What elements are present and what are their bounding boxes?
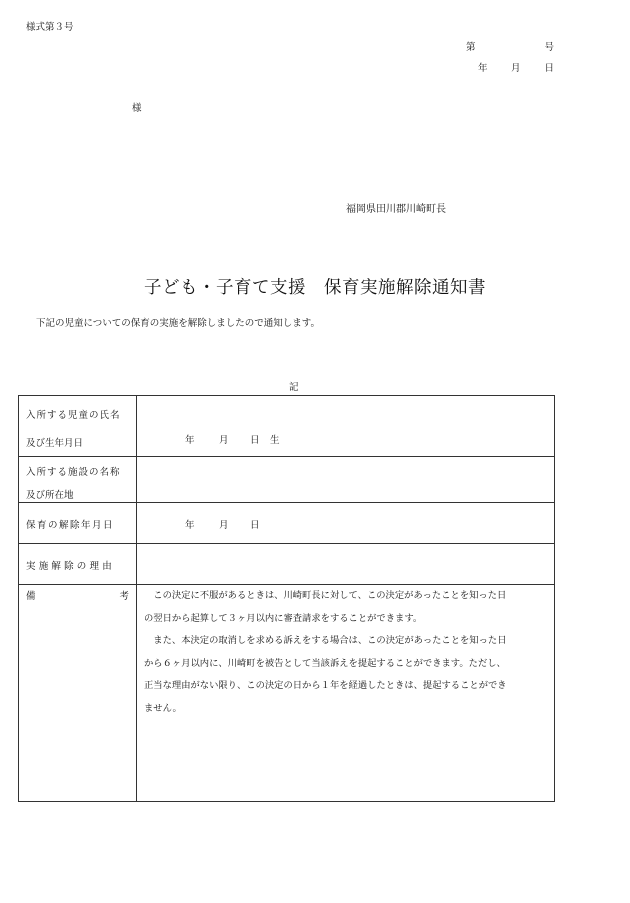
termination-date-label-cell	[19, 503, 137, 544]
issuer-name: 福岡県田川郡川崎町長	[346, 204, 446, 215]
table-row-facility	[19, 457, 555, 503]
termination-date-label: 保育の解除年月日	[26, 520, 115, 531]
issue-date-year: 年	[478, 63, 488, 74]
reason-label-cell	[19, 544, 137, 585]
child-name-label-cell	[19, 396, 137, 457]
document-title: 子ども・子育て支援 保育実施解除通知書	[144, 278, 486, 298]
number-suffix: 号	[544, 42, 554, 53]
number-prefix: 第	[466, 42, 476, 53]
table-row-termination-date	[19, 503, 555, 544]
termination-month-label: 月	[219, 520, 229, 531]
remarks-label-right: 考	[119, 591, 129, 602]
child-name-value-cell[interactable]	[137, 396, 555, 457]
remarks-line: この決定に不服があるときは、川崎町長に対して、この決定があったことを知った日	[144, 590, 507, 601]
birth-month-label: 月	[219, 435, 229, 446]
table-row-remarks	[19, 585, 555, 802]
table-row-reason	[19, 544, 555, 585]
remarks-label-left: 備	[26, 591, 36, 602]
remarks-line: の翌日から起算して３ヶ月以内に審査請求をすることができます。	[144, 612, 423, 624]
termination-date-value-cell[interactable]	[137, 503, 555, 544]
termination-year-label: 年	[185, 520, 195, 531]
remarks-line: 正当な理由がない限り、この決定の日から１年を経過したときは、提起することができ	[144, 680, 507, 691]
reason-value-cell[interactable]	[137, 544, 555, 585]
remarks-line: ません。	[144, 702, 182, 714]
notice-table	[18, 395, 555, 802]
ki-marker: 記	[289, 382, 299, 393]
birth-day-label: 日	[250, 435, 260, 446]
facility-name-label: 入所する施設の名称	[26, 467, 121, 478]
facility-address-label: 及び所在地	[26, 490, 74, 501]
form-number: 様式第３号	[26, 22, 74, 33]
remarks-label-cell	[19, 585, 137, 802]
intro-text: 下記の児童についての保育の実施を解除しましたので通知します。	[36, 318, 321, 329]
termination-day-label: 日	[250, 520, 260, 531]
facility-value-cell[interactable]	[137, 457, 555, 503]
remarks-line: また、本決定の取消しを求める訴えをする場合は、この決定があったことを知った日	[144, 635, 507, 646]
birthdate-label: 及び生年月日	[26, 438, 84, 449]
issue-date-month: 月	[511, 63, 521, 74]
addressee-suffix: 様	[132, 103, 142, 114]
remarks-line: から６ヶ月以内に、川崎町を被告として当該訴えを提起することができます。ただし、	[144, 657, 506, 669]
reason-label: 実施解除の理由	[26, 561, 115, 572]
table-row-child-name	[19, 396, 555, 457]
remarks-value-cell	[137, 585, 555, 802]
issue-date-day: 日	[544, 63, 554, 74]
child-name-label: 入所する児童の氏名	[26, 410, 121, 421]
facility-label-cell	[19, 457, 137, 503]
remarks-text	[144, 585, 544, 720]
birth-suffix-label: 生	[270, 435, 280, 446]
birth-year-label: 年	[185, 435, 195, 446]
